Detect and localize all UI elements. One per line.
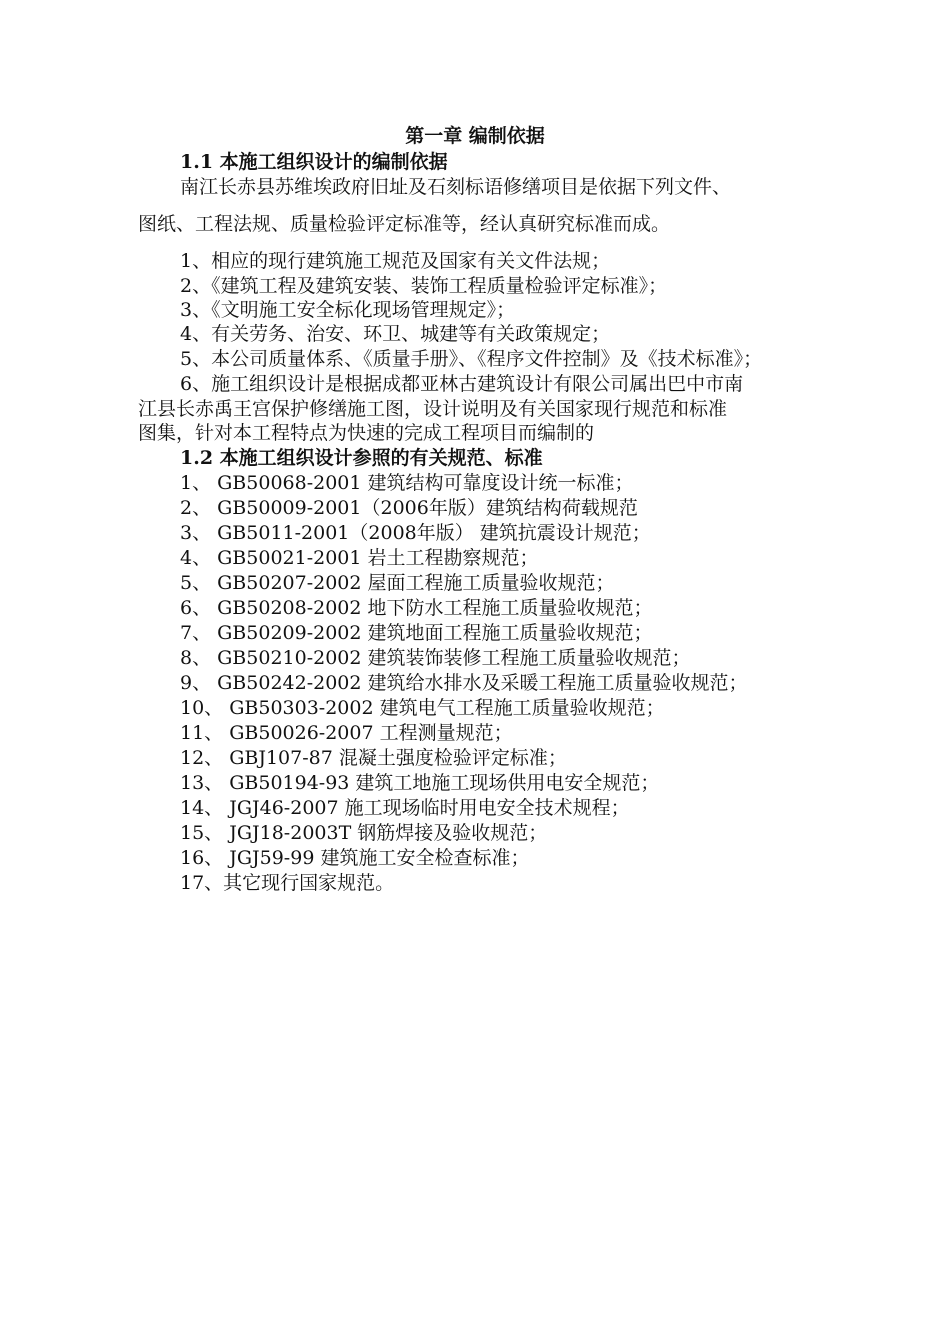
section-2-heading: 1.2 本施工组织设计参照的有关规范、标准 [180,447,543,469]
standard-item: 17、其它现行国家规范。 [180,872,395,894]
standard-item: 3、 GB5011-2001（2008年版） 建筑抗震设计规范； [180,522,651,544]
standard-item: 7、 GB50209-2002 建筑地面工程施工质量验收规范； [180,622,653,644]
section-1-item: 4、有关劳务、治安、环卫、城建等有关政策规定； [180,323,611,345]
section-1-item-6-continuation: 江县长赤禹王宫保护修缮施工图，设计说明及有关国家现行规范和标准 [138,398,728,420]
section-1-item: 3、《文明施工安全标化现场管理规定》； [180,299,516,321]
standard-item: 5、 GB50207-2002 屋面工程施工质量验收规范； [180,572,615,594]
standard-item: 11、 GB50026-2007 工程测量规范； [180,722,513,744]
section-1-item-6-continuation: 图集，针对本工程特点为快速的完成工程项目而编制的 [138,422,595,444]
standard-item: 4、 GB50021-2001 岩土工程勘察规范； [180,547,539,569]
section-1-item: 1、相应的现行建筑施工规范及国家有关文件法规； [180,250,611,272]
standard-item: 12、 GBJ107-87 混凝土强度检验评定标准； [180,747,567,769]
standard-item: 10、 GB50303-2002 建筑电气工程施工质量验收规范； [180,697,665,719]
standard-item: 2、 GB50009-2001（2006年版）建筑结构荷载规范 [180,497,638,519]
standard-item: 1、 GB50068-2001 建筑结构可靠度设计统一标准； [180,472,634,494]
section-1-item: 2、《建筑工程及建筑安装、装饰工程质量检验评定标准》； [180,275,668,297]
standard-item: 16、 JGJ59-99 建筑施工安全检查标准； [180,847,530,869]
standard-item: 9、 GB50242-2002 建筑给水排水及采暖工程施工质量验收规范； [180,672,748,694]
section-1-intro-line-1: 南江长赤县苏维埃政府旧址及石刻标语修缮项目是依据下列文件、 [180,176,732,198]
standard-item: 13、 GB50194-93 建筑工地施工现场供用电安全规范； [180,772,660,794]
section-1-item: 6、施工组织设计是根据成都亚林古建筑设计有限公司属出巴中市南 [180,373,744,395]
standard-item: 15、 JGJ18-2003T 钢筋焊接及验收规范； [180,822,548,844]
standard-item: 8、 GB50210-2002 建筑装饰装修工程施工质量验收规范； [180,647,691,669]
chapter-title: 第一章 编制依据 [405,125,545,147]
section-1-intro-line-2: 图纸、工程法规、质量检验评定标准等，经认真研究标准而成。 [138,213,671,235]
standard-item: 14、 JGJ46-2007 施工现场临时用电安全技术规程； [180,797,630,819]
section-1-item: 5、本公司质量体系、《质量手册》、《程序文件控制》及《技术标准》； [180,348,763,370]
standard-item: 6、 GB50208-2002 地下防水工程施工质量验收规范； [180,597,653,619]
section-1-heading: 1.1 本施工组织设计的编制依据 [180,151,448,173]
